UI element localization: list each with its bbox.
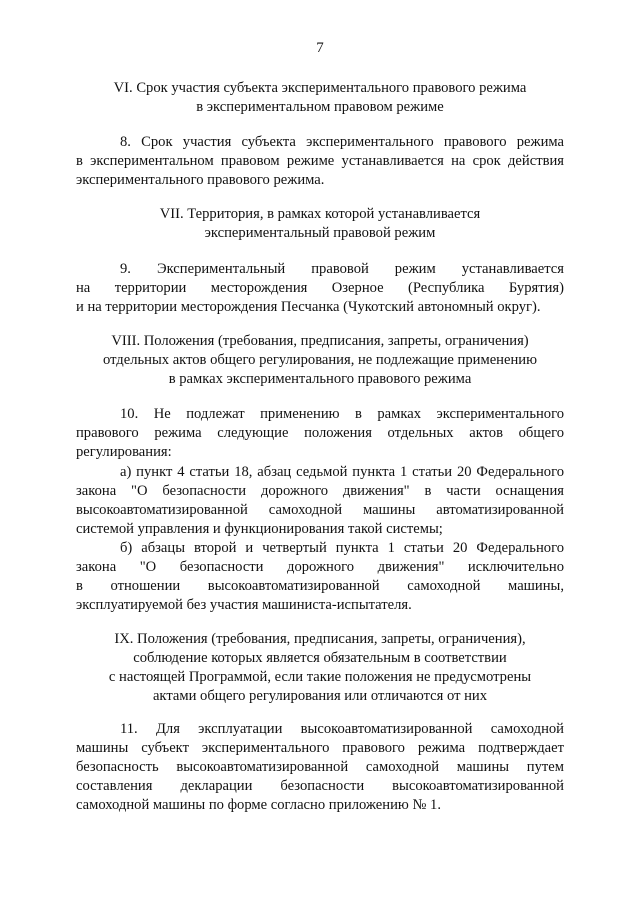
heading-line: отдельных актов общего регулирования, не подлежащие применению bbox=[103, 352, 537, 368]
paragraph-line: экспериментального правового режима. bbox=[76, 172, 325, 188]
paragraph-line: в отношении высокоавтоматизированной самоходной машины, bbox=[76, 578, 564, 594]
paragraph-line: закона "О безопасности дорожного движения" исключительно bbox=[76, 559, 564, 575]
page-number: 7 bbox=[316, 40, 324, 56]
paragraph-10b bbox=[76, 539, 564, 615]
heading-line: соблюдение которых является обязательным в соответствии bbox=[133, 650, 507, 666]
paragraph-line: регулирования: bbox=[76, 444, 172, 460]
heading-line: VIII. Положения (требования, предписания, запреты, ограничения) bbox=[111, 333, 529, 349]
paragraph-line: 10. Не подлежат применению в рамках экспериментального bbox=[120, 406, 564, 422]
paragraph-line: безопасность высокоавтоматизированной самоходной машины путем bbox=[76, 759, 564, 775]
section-8-heading bbox=[60, 332, 580, 389]
paragraph-line: самоходной машины по форме согласно приложению № 1. bbox=[76, 797, 441, 813]
heading-line: актами общего регулирования или отличаются от них bbox=[152, 688, 488, 704]
paragraph-11 bbox=[76, 720, 564, 815]
paragraph-8 bbox=[76, 133, 564, 190]
paragraph-9 bbox=[76, 260, 564, 317]
heading-line: в рамках экспериментального правового режима bbox=[168, 371, 472, 387]
paragraph-line: на территории месторождения Озерное (Республика Бурятия) bbox=[76, 280, 564, 296]
paragraph-10a bbox=[76, 463, 564, 539]
section-7-heading bbox=[60, 205, 580, 243]
heading-line: экспериментальный правовой режим bbox=[204, 225, 436, 241]
paragraph-line: высокоавтоматизированной самоходной машины автоматизированной bbox=[76, 502, 564, 518]
paragraph-line: составления декларации безопасности высокоавтоматизированной bbox=[76, 778, 564, 794]
paragraph-line: закона "О безопасности дорожного движения" в части оснащения bbox=[76, 483, 564, 499]
section-6-heading bbox=[60, 79, 580, 117]
paragraph-line: в экспериментальном правовом режиме устанавливается на срок действия bbox=[76, 153, 564, 169]
paragraph-line: и на территории месторождения Песчанка (Чукотский автономный округ). bbox=[76, 299, 541, 315]
paragraph-line: а) пункт 4 статьи 18, абзац седьмой пункта 1 статьи 20 Федерального bbox=[120, 464, 564, 480]
paragraph-line: 9. Экспериментальный правовой режим устанавливается bbox=[120, 261, 564, 277]
paragraph-10 bbox=[76, 405, 564, 462]
paragraph-line: 8. Срок участия субъекта экспериментального правового режима bbox=[120, 134, 564, 150]
heading-line: VII. Территория, в рамках которой устанавливается bbox=[159, 206, 481, 222]
paragraph-line: системой управления и функционирования такой системы; bbox=[76, 521, 443, 537]
paragraph-line: правового режима следующие положения отдельных актов общего bbox=[76, 425, 564, 441]
paragraph-line: б) абзацы второй и четвертый пункта 1 статьи 20 Федерального bbox=[120, 540, 564, 556]
paragraph-line: машины субъект экспериментального правового режима подтверждает bbox=[76, 740, 564, 756]
heading-line: в экспериментальном правовом режиме bbox=[196, 99, 444, 115]
heading-line: IX. Положения (требования, предписания, запреты, ограничения), bbox=[114, 631, 526, 647]
paragraph-line: эксплуатируемой без участия машиниста-испытателя. bbox=[76, 597, 412, 613]
heading-line: VI. Срок участия субъекта экспериментального правового режима bbox=[113, 80, 527, 96]
paragraph-line: 11. Для эксплуатации высокоавтоматизированной самоходной bbox=[120, 721, 564, 737]
section-9-heading bbox=[60, 630, 580, 706]
heading-line: с настоящей Программой, если такие положения не предусмотрены bbox=[108, 669, 532, 685]
